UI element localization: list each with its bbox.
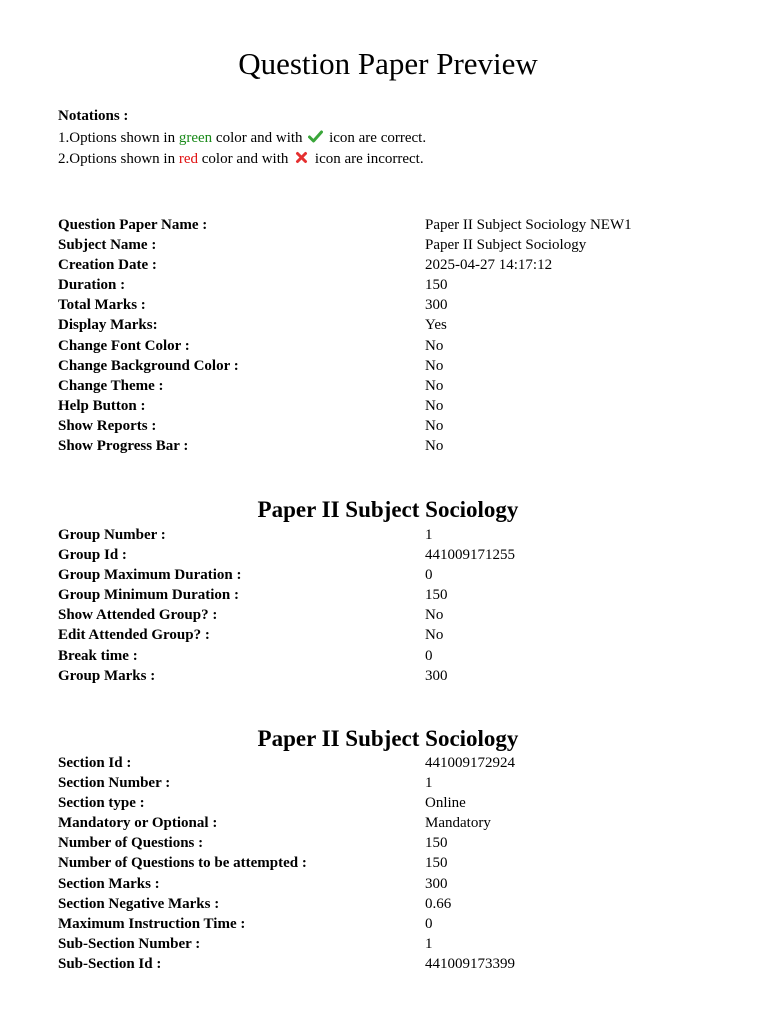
info-value: 1 — [425, 935, 433, 952]
info-value: 150 — [425, 855, 448, 872]
info-label: Group Maximum Duration : — [58, 567, 242, 584]
notation-correct-suffix: icon are correct. — [325, 129, 427, 146]
info-row — [58, 315, 718, 335]
info-value: No — [425, 357, 444, 374]
info-label: Duration : — [58, 277, 126, 294]
info-label: Group Marks : — [58, 667, 156, 684]
info-value: 441009171255 — [425, 547, 515, 564]
check-icon — [308, 130, 323, 143]
info-label: Edit Attended Group? : — [58, 627, 210, 644]
info-value: No — [425, 438, 444, 455]
info-row — [58, 376, 718, 396]
info-label: Show Reports : — [58, 417, 157, 434]
info-value: No — [425, 627, 444, 644]
info-row — [58, 914, 718, 934]
info-value: 2025-04-27 14:17:12 — [425, 257, 553, 274]
info-label: Subject Name : — [58, 237, 157, 254]
info-value: 0 — [425, 567, 433, 584]
info-label: Sub-Section Number : — [58, 935, 201, 952]
info-value: Mandatory — [425, 815, 491, 832]
info-label: Number of Questions to be attempted : — [58, 855, 307, 872]
info-label: Display Marks: — [58, 317, 158, 334]
info-value: Paper II Subject Sociology NEW1 — [425, 217, 632, 233]
info-label: Group Id : — [58, 547, 127, 564]
notation-correct-prefix: 1.Options shown in — [58, 129, 179, 146]
info-row — [58, 525, 718, 545]
info-label: Section type : — [58, 795, 145, 812]
notation-correct-middle: color and with — [212, 129, 307, 146]
info-label: Show Attended Group? : — [58, 607, 218, 624]
info-value: 300 — [425, 297, 448, 314]
notation-incorrect-suffix: icon are incorrect. — [311, 151, 424, 167]
info-row — [58, 666, 718, 686]
info-row — [58, 934, 718, 954]
info-row — [58, 396, 718, 416]
info-label: Break time : — [58, 647, 138, 664]
info-label: Change Theme : — [58, 377, 164, 394]
notations-heading: Notations : — [58, 108, 129, 124]
info-value: 300 — [425, 667, 448, 684]
info-label: Group Minimum Duration : — [58, 587, 239, 604]
info-label: Sub-Section Id : — [58, 955, 162, 972]
info-value: 300 — [425, 875, 448, 892]
group-info-table — [58, 525, 718, 686]
info-row — [58, 545, 718, 565]
info-label: Help Button : — [58, 397, 146, 414]
section-heading: Paper II Subject Sociology — [257, 726, 519, 751]
info-label: Section Marks : — [58, 875, 160, 892]
info-value: 1 — [425, 527, 433, 543]
info-row — [58, 356, 718, 376]
group-heading: Paper II Subject Sociology — [257, 497, 519, 522]
info-label: Mandatory or Optional : — [58, 815, 218, 832]
section-info-table — [58, 753, 718, 974]
page-title: Question Paper Preview — [238, 46, 538, 81]
info-row — [58, 874, 718, 894]
info-label: Section Number : — [58, 775, 171, 792]
info-row — [58, 954, 718, 974]
info-row — [58, 833, 718, 853]
info-value: 441009173399 — [425, 955, 515, 972]
notation-correct-color-word: green — [178, 129, 213, 146]
info-row — [58, 336, 718, 356]
info-row — [58, 215, 718, 235]
info-row — [58, 585, 718, 605]
info-value: 150 — [425, 587, 448, 604]
notation-incorrect-prefix: 2.Options shown in — [58, 151, 179, 167]
paper-info-table — [58, 215, 718, 456]
info-label: Change Font Color : — [58, 337, 190, 354]
info-row — [58, 565, 718, 585]
info-row — [58, 605, 718, 625]
info-row — [58, 773, 718, 793]
info-row — [58, 235, 718, 255]
info-label: Show Progress Bar : — [58, 438, 189, 455]
info-value: No — [425, 417, 444, 434]
notation-incorrect-color-word: red — [178, 151, 198, 167]
info-label: Section Id : — [58, 755, 132, 771]
info-value: Paper II Subject Sociology — [425, 237, 587, 254]
info-value: 150 — [425, 835, 448, 852]
info-row — [58, 275, 718, 295]
info-label: Group Number : — [58, 527, 166, 543]
cross-icon — [294, 151, 309, 164]
info-label: Section Negative Marks : — [58, 895, 220, 912]
info-label: Total Marks : — [58, 297, 146, 314]
info-value: 150 — [425, 277, 448, 294]
info-row — [58, 416, 718, 436]
info-value: 0 — [425, 915, 433, 932]
info-label: Change Background Color : — [58, 357, 239, 374]
info-label: Question Paper Name : — [58, 217, 208, 233]
info-row — [58, 625, 718, 645]
info-value: Yes — [425, 317, 447, 334]
info-row — [58, 793, 718, 813]
notations — [58, 106, 426, 171]
info-value: 1 — [425, 775, 433, 792]
info-value: 0.66 — [425, 895, 452, 912]
info-label: Number of Questions : — [58, 835, 204, 852]
info-row — [58, 894, 718, 914]
info-row — [58, 853, 718, 873]
notation-correct — [58, 128, 426, 150]
info-row — [58, 436, 718, 456]
info-label: Maximum Instruction Time : — [58, 915, 246, 932]
notation-incorrect — [58, 149, 426, 171]
info-label: Creation Date : — [58, 257, 157, 274]
info-row — [58, 295, 718, 315]
info-value: No — [425, 397, 444, 414]
notation-incorrect-middle: color and with — [198, 151, 293, 167]
info-value: No — [425, 607, 444, 624]
info-value: No — [425, 337, 444, 354]
info-row — [58, 255, 718, 275]
info-row — [58, 753, 718, 773]
info-value: No — [425, 377, 444, 394]
info-value: Online — [425, 795, 466, 812]
info-row — [58, 813, 718, 833]
info-value: 441009172924 — [425, 755, 515, 771]
info-value: 0 — [425, 647, 433, 664]
info-row — [58, 646, 718, 666]
